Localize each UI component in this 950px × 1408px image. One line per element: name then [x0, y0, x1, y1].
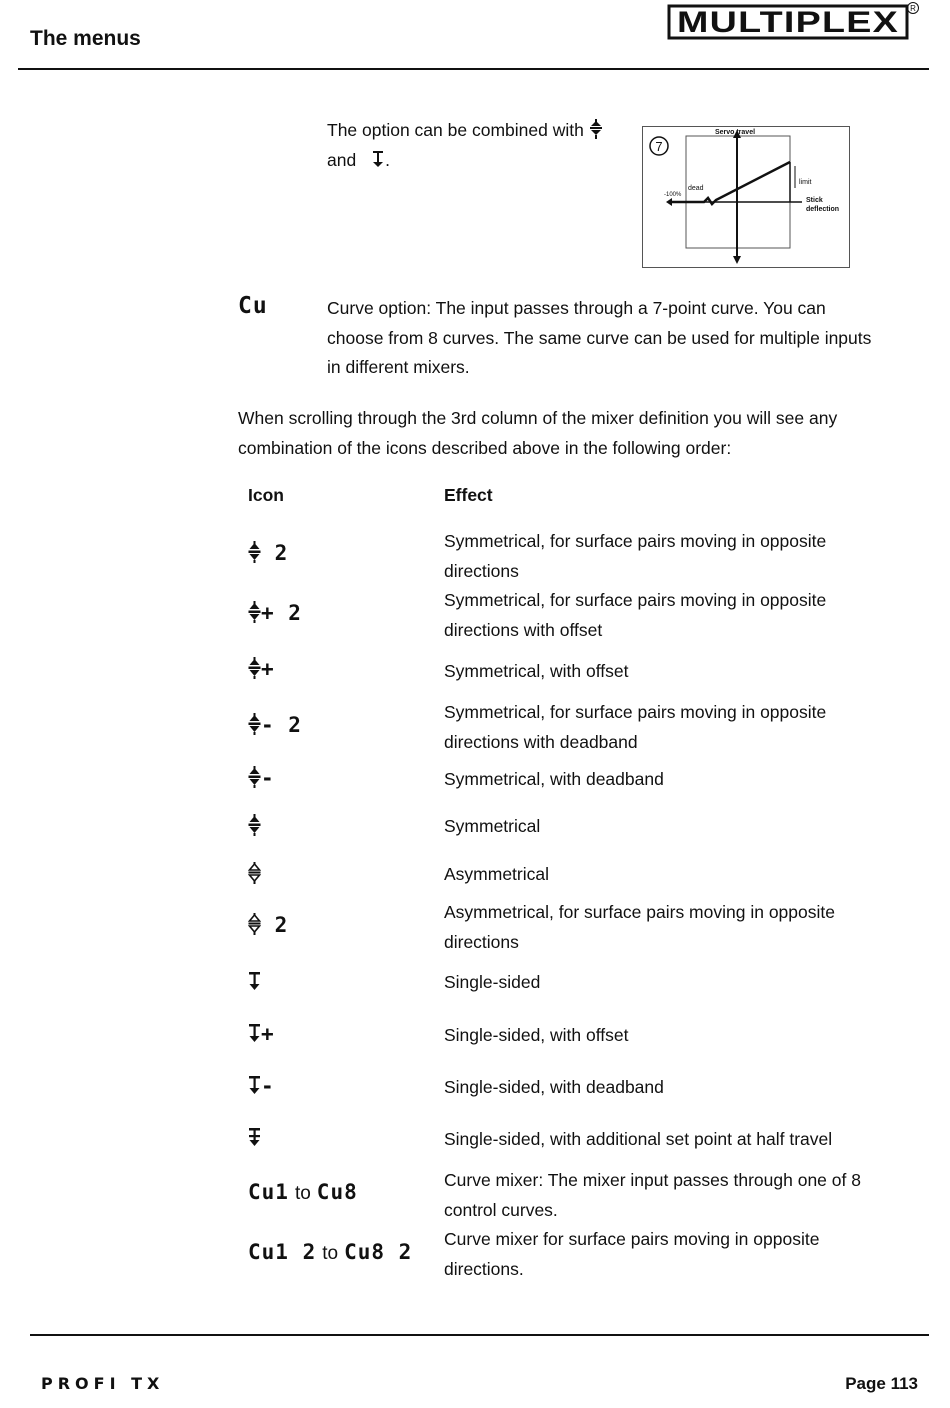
table-row-icon-suffix: + 2 [261, 601, 302, 625]
table-row-icon [248, 766, 275, 793]
figure-label-limit: limit [799, 179, 812, 186]
symmetrical-icon [248, 541, 261, 568]
table-row-icon [248, 970, 261, 997]
curve-option-description: Curve option: The input passes through a 7-point curve. You can choose from 8 curves. The same curve can be used for multiple inputs in different mixers. [327, 298, 872, 377]
symmetrical-icon [248, 766, 261, 793]
table-row-icon-suffix: - [261, 1074, 275, 1098]
multiplex-logo [667, 0, 927, 42]
asymmetrical-icon [248, 862, 261, 889]
figure-label-minus-100: -100% [664, 192, 682, 198]
symmetrical-icon [248, 657, 261, 684]
table-row-icon [248, 1074, 275, 1101]
single-sided-icon [248, 970, 261, 997]
table-row-icon [248, 601, 302, 628]
svg-text:MULTIPLEX: MULTIPLEX [677, 6, 899, 39]
table-row-icon [248, 913, 288, 940]
figure-label-servo-travel: Servo travel [714, 129, 756, 136]
table-row-icon-suffix: 2 [261, 541, 289, 565]
curve-option-icon: Cu [238, 293, 268, 319]
table-row-icon [248, 657, 275, 684]
page-number: Page 113 [845, 1374, 918, 1393]
table-row-icon [248, 541, 288, 568]
intro-line-1: The option can be combined with [327, 116, 603, 146]
table-row-effect: Single-sided, with additional set point at half travel [444, 1129, 833, 1149]
symmetrical-icon [248, 713, 261, 740]
table-row-icon [248, 1022, 275, 1049]
single-sided-icon [248, 1022, 261, 1049]
table-row-effect: Symmetrical, for surface pairs moving in opposite directions with offset [444, 590, 827, 640]
table-row-effect: Asymmetrical, for surface pairs moving in opposite directions [444, 902, 835, 952]
table-row-icon-suffix: + [261, 1022, 275, 1046]
svg-text:R: R [910, 4, 916, 13]
single-sided-half-icon [248, 1126, 261, 1153]
table-row-icon [248, 1126, 261, 1153]
table-row-effect: Single-sided, with deadband [444, 1077, 664, 1097]
curve-mixer-icons: Cu1 to Cu8 [248, 1180, 358, 1204]
asymmetrical-icon [248, 913, 261, 940]
table-row-effect: Symmetrical, for surface pairs moving in opposite directions [444, 531, 827, 581]
table-row-effect: Asymmetrical [444, 864, 550, 884]
scrolling-paragraph: When scrolling through the 3rd column of the mixer definition you will see any combination of the icons described above in the following order: [238, 408, 838, 458]
servo-travel-figure [642, 126, 850, 268]
table-row-icon-suffix: + [261, 657, 275, 681]
footer-rule [30, 1334, 929, 1336]
single-sided-icon [248, 1074, 261, 1101]
intro-line-2: and . [327, 150, 390, 170]
table-row-effect: Single-sided, with offset [444, 1025, 629, 1045]
table-row-effect: Symmetrical, with deadband [444, 769, 664, 789]
curve-mixer-pairs-effect: Curve mixer for surface pairs moving in opposite directions. [444, 1229, 820, 1279]
symmetrical-icon [248, 814, 261, 841]
footer-brand: PROFI TX [41, 1374, 165, 1393]
curve-mixer-effect: Curve mixer: The mixer input passes through one of 8 control curves. [444, 1170, 861, 1220]
figure-label-deflection: deflection [806, 206, 840, 213]
symmetrical-icon [248, 601, 261, 628]
symmetrical-icon [589, 119, 603, 139]
table-row-icon [248, 862, 261, 889]
table-row-effect: Symmetrical, with offset [444, 661, 629, 681]
table-row-icon [248, 814, 261, 841]
table-row-effect: Symmetrical, for surface pairs moving in opposite directions with deadband [444, 702, 827, 752]
figure-label-deadband: dead [688, 185, 704, 192]
table-row-effect: Symmetrical [444, 816, 541, 836]
curve-mixer-pairs-icons: Cu1 2 to Cu8 2 [248, 1240, 413, 1264]
table-row-icon-suffix: - 2 [261, 713, 302, 737]
table-header-effect: Effect [444, 485, 493, 505]
figure-number: 7 [655, 139, 663, 154]
single-sided-icon [371, 149, 385, 169]
page-header-title: The menus [30, 27, 141, 50]
table-row-effect: Single-sided [444, 972, 541, 992]
header-rule [18, 68, 929, 70]
figure-label-stick: Stick [806, 197, 823, 204]
table-row-icon [248, 713, 302, 740]
table-row-icon-suffix: 2 [261, 913, 289, 937]
table-header-icon: Icon [248, 485, 284, 505]
table-row-icon-suffix: - [261, 766, 275, 790]
